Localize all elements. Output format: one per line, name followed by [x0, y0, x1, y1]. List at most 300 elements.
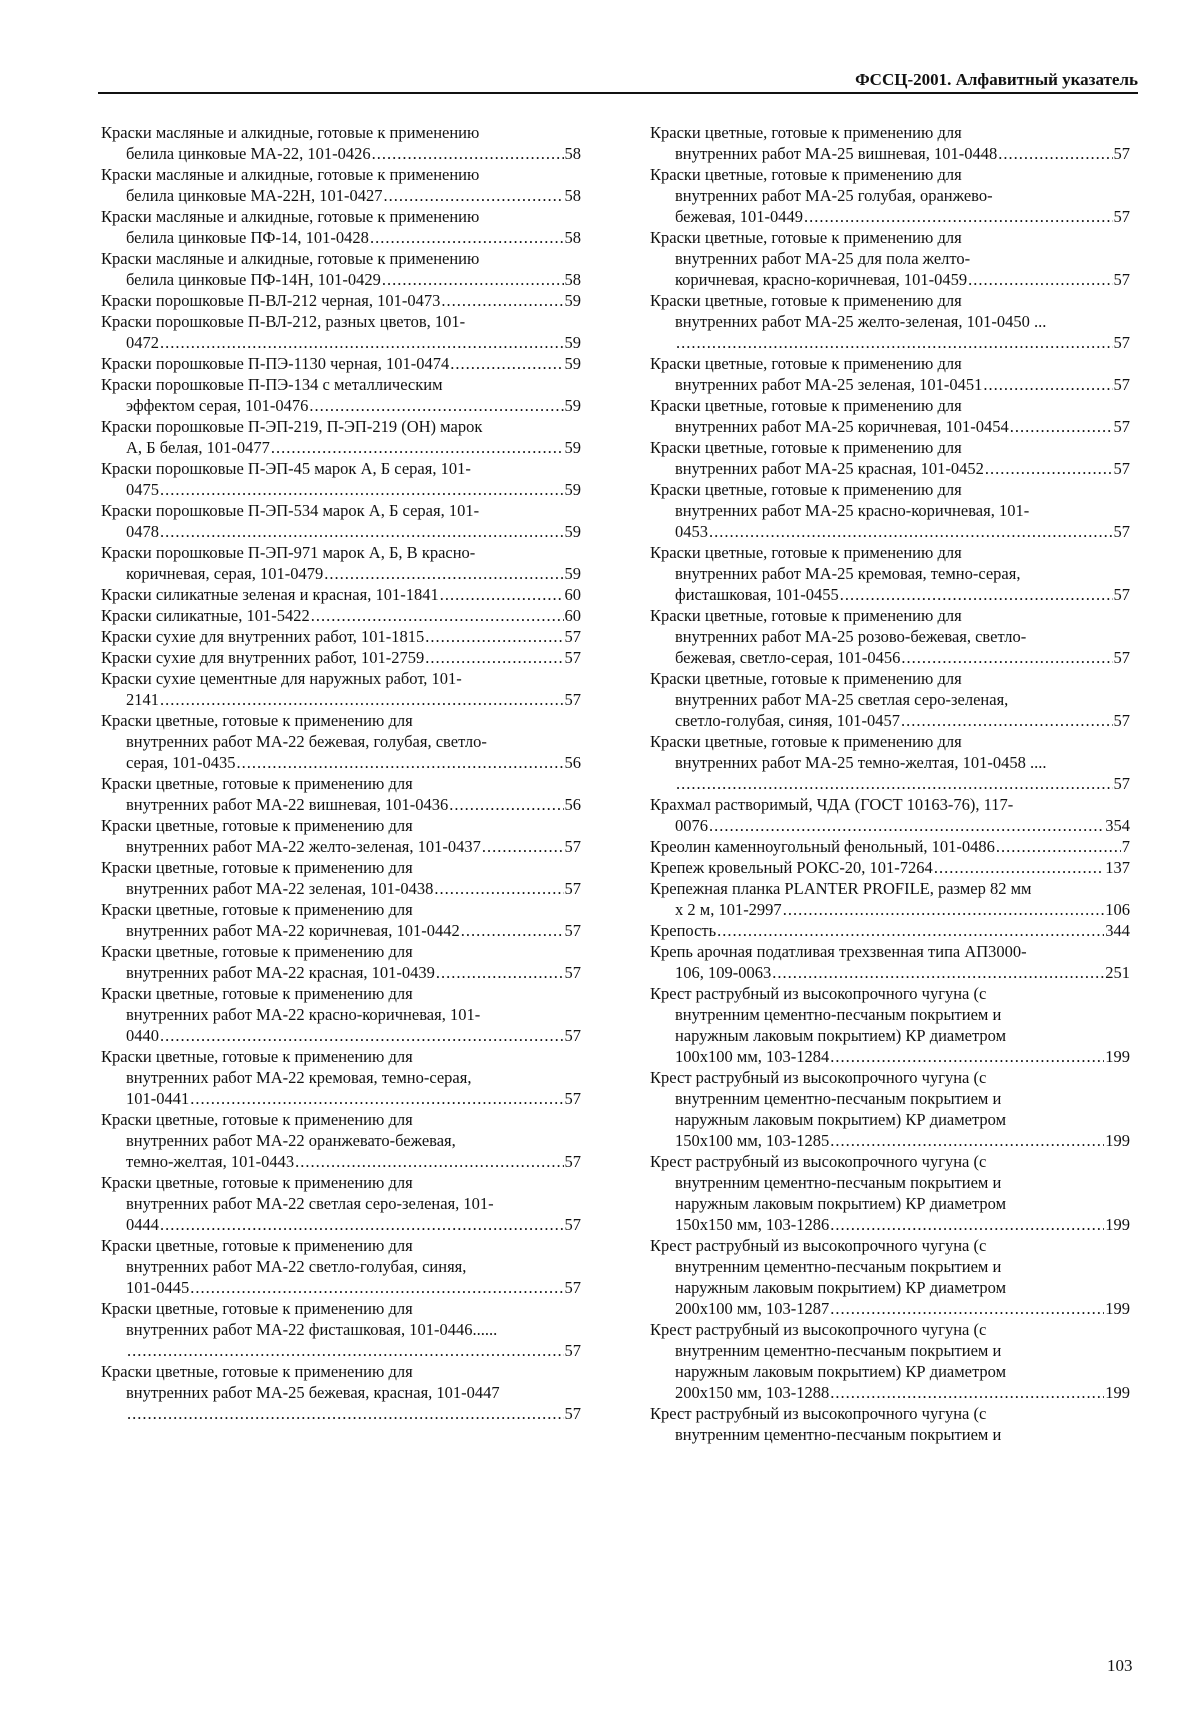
leader-dots — [436, 962, 564, 983]
entry-text: 100х100 мм, 103-1284 — [675, 1047, 830, 1066]
leader-dots — [237, 752, 564, 773]
entry-leader-line — [650, 143, 1130, 164]
entry-page-ref: 199 — [1105, 1131, 1130, 1150]
entry-leader-line — [101, 1403, 581, 1424]
entry-page-ref: 57 — [564, 627, 581, 646]
leader-dots — [830, 1298, 1104, 1319]
leader-dots — [382, 269, 564, 290]
entry-leader-line — [650, 206, 1130, 227]
entry-leader-line — [101, 227, 581, 248]
entry-page-ref: 57 — [1113, 648, 1130, 667]
entry-text: внутренних работ МА-25 розово-бежевая, светло- — [675, 627, 1027, 646]
entry-text: коричневая, серая, 101-0479 — [126, 564, 324, 583]
index-entry — [650, 227, 1130, 290]
entry-page-ref: 57 — [564, 1341, 581, 1360]
index-entry — [650, 1403, 1130, 1445]
entry-leader-line — [650, 1130, 1130, 1151]
entry-text: внутренних работ МА-25 светлая серо-зеленая, — [675, 690, 1009, 709]
entry-page-ref: 58 — [564, 186, 581, 205]
leader-dots — [370, 227, 564, 248]
index-entry — [650, 731, 1130, 794]
entry-page-ref: 58 — [564, 270, 581, 289]
entry-text: Крест раструбный из высокопрочного чугуна (с — [650, 984, 987, 1003]
entry-page-ref: 59 — [564, 480, 581, 499]
index-entry — [650, 479, 1130, 542]
entry-leader-line — [650, 584, 1130, 605]
index-entry — [101, 122, 581, 164]
entry-leader-line — [101, 353, 581, 374]
entry-text: Краски цветные, готовые к применению для — [101, 942, 413, 961]
index-entry — [101, 311, 581, 353]
entry-leader-line — [101, 1151, 581, 1172]
entry-text: внутренних работ МА-22 оранжевато-бежевая, — [126, 1131, 456, 1150]
leader-dots — [295, 1151, 563, 1172]
index-entry — [101, 899, 581, 941]
entry-text: Краски цветные, готовые к применению для — [101, 774, 413, 793]
leader-dots — [709, 521, 1113, 542]
entry-text: Краски цветные, готовые к применению для — [650, 396, 962, 415]
entry-text: Краски порошковые П-ПЭ-134 с металлическим — [101, 375, 443, 394]
entry-page-ref: 199 — [1105, 1299, 1130, 1318]
entry-leader-line — [101, 395, 581, 416]
leader-dots — [324, 563, 563, 584]
entry-leader-line — [650, 836, 1130, 857]
page-number: 103 — [1107, 1656, 1133, 1675]
entry-page-ref: 57 — [1113, 417, 1130, 436]
index-entry — [101, 248, 581, 290]
leader-dots — [676, 332, 1113, 353]
entry-page-ref: 59 — [564, 396, 581, 415]
entry-page-ref: 354 — [1105, 816, 1130, 835]
entry-page-ref: 57 — [564, 1404, 581, 1423]
entry-text: 200х100 мм, 103-1287 — [675, 1299, 830, 1318]
entry-leader-line — [101, 920, 581, 941]
entry-leader-line — [101, 584, 581, 605]
entry-leader-line — [101, 290, 581, 311]
entry-text: Краски цветные, готовые к применению для — [650, 438, 962, 457]
leader-dots — [127, 1340, 564, 1361]
index-entry — [101, 500, 581, 542]
entry-text: внутренних работ МА-22 бежевая, голубая, светло- — [126, 732, 487, 751]
leader-dots — [160, 521, 564, 542]
entry-leader-line — [650, 920, 1130, 941]
leader-dots — [901, 647, 1112, 668]
index-column-left — [101, 122, 581, 1424]
index-entry — [650, 437, 1130, 479]
entry-text: внутренних работ МА-22 зеленая, 101-0438 — [126, 879, 434, 898]
entry-leader-line — [650, 458, 1130, 479]
entry-page-ref: 59 — [564, 354, 581, 373]
entry-text: Краски масляные и алкидные, готовые к применению — [101, 165, 480, 184]
entry-leader-line — [650, 416, 1130, 437]
leader-dots — [190, 1088, 563, 1109]
index-entry — [101, 416, 581, 458]
entry-page-ref: 344 — [1105, 921, 1130, 940]
index-entry — [101, 1235, 581, 1298]
index-entry — [650, 1319, 1130, 1403]
leader-dots — [450, 353, 563, 374]
entry-text: Крепеж кровельный РОКС-20, 101-7264 — [650, 858, 933, 877]
entry-text: Креолин каменноугольный фенольный, 101-0486 — [650, 837, 995, 856]
entry-text: Краски масляные и алкидные, готовые к применению — [101, 123, 480, 142]
entry-leader-line — [101, 626, 581, 647]
entry-leader-line — [650, 1298, 1130, 1319]
entry-text: Краски цветные, готовые к применению для — [650, 165, 962, 184]
leader-dots — [160, 479, 564, 500]
entry-text: Крепость — [650, 921, 717, 940]
entry-text: внутренних работ МА-22 коричневая, 101-0442 — [126, 921, 460, 940]
index-entry — [101, 668, 581, 710]
leader-dots — [783, 899, 1105, 920]
entry-leader-line — [650, 1046, 1130, 1067]
entry-leader-line — [650, 815, 1130, 836]
index-entry — [101, 1046, 581, 1109]
index-entry — [101, 710, 581, 773]
entry-page-ref: 57 — [564, 963, 581, 982]
entry-page-ref: 57 — [1113, 144, 1130, 163]
entry-text: внутренним цементно-песчаным покрытием и — [675, 1005, 1002, 1024]
entry-text: 150х100 мм, 103-1285 — [675, 1131, 830, 1150]
index-entry — [101, 290, 581, 311]
entry-text: внутренних работ МА-25 для пола желто- — [675, 249, 971, 268]
entry-text: 150х150 мм, 103-1286 — [675, 1215, 830, 1234]
entry-text: 0478 — [126, 522, 159, 541]
entry-leader-line — [101, 332, 581, 353]
index-entry — [101, 1172, 581, 1235]
entry-page-ref: 57 — [1113, 375, 1130, 394]
entry-text: Краски порошковые П-ЭП-534 марок А, Б серая, 101- — [101, 501, 480, 520]
entry-page-ref: 57 — [564, 1089, 581, 1108]
entry-leader-line — [101, 1025, 581, 1046]
entry-page-ref: 57 — [564, 837, 581, 856]
index-entry — [101, 941, 581, 983]
entry-text: внутренних работ МА-25 кремовая, темно-серая, — [675, 564, 1021, 583]
entry-leader-line — [101, 185, 581, 206]
entry-text: Краски цветные, готовые к применению для — [101, 1173, 413, 1192]
entry-text: Краски цветные, готовые к применению для — [101, 816, 413, 835]
leader-dots — [440, 584, 564, 605]
entry-text: внутренних работ МА-22 красно-коричневая, 101- — [126, 1005, 481, 1024]
entry-page-ref: 57 — [1113, 207, 1130, 226]
index-entry — [650, 920, 1130, 941]
entry-leader-line — [650, 269, 1130, 290]
entry-text: наружным лаковым покрытием) КР диаметром — [675, 1278, 1007, 1297]
entry-text: Краски цветные, готовые к применению для — [101, 984, 413, 1003]
leader-dots — [425, 626, 563, 647]
leader-dots — [998, 143, 1112, 164]
leader-dots — [190, 1277, 563, 1298]
entry-text: Краски цветные, готовые к применению для — [101, 711, 413, 730]
leader-dots — [482, 836, 564, 857]
entry-text: Крест раструбный из высокопрочного чугуна (с — [650, 1320, 987, 1339]
entry-text: коричневая, красно-коричневая, 101-0459 — [675, 270, 968, 289]
entry-text: Краски цветные, готовые к применению для — [650, 480, 962, 499]
entry-text: Краски цветные, готовые к применению для — [650, 291, 962, 310]
index-entry — [650, 290, 1130, 353]
entry-text: эффектом серая, 101-0476 — [126, 396, 309, 415]
index-entry — [650, 983, 1130, 1067]
entry-leader-line — [650, 647, 1130, 668]
index-entry — [650, 164, 1130, 227]
entry-leader-line — [101, 752, 581, 773]
entry-text: внутренним цементно-песчаным покрытием и — [675, 1425, 1002, 1444]
entry-text: серая, 101-0435 — [126, 753, 236, 772]
leader-dots — [934, 857, 1104, 878]
entry-text: Крест раструбный из высокопрочного чугуна (с — [650, 1068, 987, 1087]
entry-leader-line — [650, 521, 1130, 542]
index-entry — [650, 668, 1130, 731]
entry-text: светло-голубая, синяя, 101-0457 — [675, 711, 900, 730]
entry-text: 0076 — [675, 816, 708, 835]
entry-page-ref: 7 — [1121, 837, 1130, 856]
entry-page-ref: 59 — [564, 333, 581, 352]
entry-text: внутренних работ МА-25 коричневая, 101-0454 — [675, 417, 1009, 436]
leader-dots — [830, 1046, 1104, 1067]
leader-dots — [434, 878, 563, 899]
leader-dots — [311, 605, 564, 626]
entry-text: Краски цветные, готовые к применению для — [101, 1236, 413, 1255]
index-entry — [650, 353, 1130, 395]
entry-text: Краски цветные, готовые к применению для — [101, 900, 413, 919]
entry-page-ref: 59 — [564, 291, 581, 310]
entry-page-ref: 57 — [564, 921, 581, 940]
entry-page-ref: 251 — [1105, 963, 1130, 982]
entry-page-ref: 60 — [564, 606, 581, 625]
leader-dots — [425, 647, 563, 668]
entry-page-ref: 59 — [564, 522, 581, 541]
index-entry — [101, 605, 581, 626]
entry-text: Краски сухие для внутренних работ, 101-1815 — [101, 627, 425, 646]
index-entry — [101, 857, 581, 899]
entry-text: 200х150 мм, 103-1288 — [675, 1383, 830, 1402]
entry-text: внутренних работ МА-25 бежевая, красная, 101-0447 — [126, 1383, 500, 1402]
entry-text: внутренних работ МА-25 зеленая, 101-0451 — [675, 375, 983, 394]
entry-page-ref: 57 — [1113, 774, 1130, 793]
entry-text: внутренних работ МА-22 желто-зеленая, 101-0437 — [126, 837, 481, 856]
entry-text: внутренних работ МА-25 голубая, оранжево- — [675, 186, 993, 205]
entry-text: Крахмал растворимый, ЧДА (ГОСТ 10163-76), 117- — [650, 795, 1014, 814]
entry-leader-line — [650, 857, 1130, 878]
entry-page-ref: 56 — [564, 753, 581, 772]
index-entry — [650, 1235, 1130, 1319]
entry-text: темно-желтая, 101-0443 — [126, 1152, 295, 1171]
leader-dots — [772, 962, 1104, 983]
leader-dots — [309, 395, 563, 416]
leader-dots — [461, 920, 564, 941]
entry-text: Краски порошковые П-ЭП-219, П-ЭП-219 (ОН) марок — [101, 417, 483, 436]
leader-dots — [901, 710, 1113, 731]
entry-text: 106, 109-0063 — [675, 963, 772, 982]
entry-page-ref: 57 — [1113, 333, 1130, 352]
page-header — [0, 0, 1182, 96]
entry-leader-line — [101, 605, 581, 626]
entry-page-ref: 59 — [564, 564, 581, 583]
entry-leader-line — [101, 878, 581, 899]
index-entry — [101, 374, 581, 416]
entry-text: внутренних работ МА-22 вишневая, 101-0436 — [126, 795, 449, 814]
entry-text: Краски цветные, готовые к применению для — [650, 123, 962, 142]
entry-text: внутренних работ МА-25 темно-желтая, 101-0458 .... — [675, 753, 1047, 772]
entry-text: фисташковая, 101-0455 — [675, 585, 839, 604]
entry-page-ref: 199 — [1105, 1047, 1130, 1066]
entry-text: бежевая, 101-0449 — [675, 207, 803, 226]
leader-dots — [804, 206, 1113, 227]
index-entry — [101, 458, 581, 500]
entry-leader-line — [101, 143, 581, 164]
entry-text: наружным лаковым покрытием) КР диаметром — [675, 1026, 1007, 1045]
leader-dots — [840, 584, 1113, 605]
entry-leader-line — [101, 689, 581, 710]
entry-text: Краски цветные, готовые к применению для — [650, 606, 962, 625]
index-entry — [101, 1361, 581, 1424]
entry-leader-line — [101, 1277, 581, 1298]
entry-text: внутренних работ МА-22 кремовая, темно-серая, — [126, 1068, 472, 1087]
entry-text: внутренним цементно-песчаным покрытием и — [675, 1173, 1002, 1192]
entry-page-ref: 199 — [1105, 1215, 1130, 1234]
entry-text: Крепь арочная податливая трехзвенная типа АП3000- — [650, 942, 1027, 961]
entry-leader-line — [101, 563, 581, 584]
entry-page-ref: 56 — [564, 795, 581, 814]
entry-leader-line — [650, 1382, 1130, 1403]
leader-dots — [983, 374, 1112, 395]
entry-text: 0472 — [126, 333, 159, 352]
index-entry — [101, 164, 581, 206]
leader-dots — [160, 1214, 564, 1235]
index-entry — [650, 794, 1130, 836]
entry-page-ref: 57 — [1113, 585, 1130, 604]
leader-dots — [717, 920, 1104, 941]
leader-dots — [830, 1214, 1104, 1235]
entry-page-ref: 58 — [564, 228, 581, 247]
entry-page-ref: 57 — [564, 648, 581, 667]
entry-leader-line — [101, 647, 581, 668]
entry-text: Краски порошковые П-ВЛ-212, разных цветов, 101- — [101, 312, 466, 331]
leader-dots — [830, 1130, 1104, 1151]
entry-page-ref: 57 — [1113, 459, 1130, 478]
index-entry — [101, 815, 581, 857]
index-entry — [650, 395, 1130, 437]
entry-text: х 2 м, 101-2997 — [675, 900, 782, 919]
leader-dots — [160, 1025, 564, 1046]
entry-page-ref: 57 — [564, 1152, 581, 1171]
entry-text: белила цинковые ПФ-14Н, 101-0429 — [126, 270, 381, 289]
entry-text: Крест раструбный из высокопрочного чугуна (с — [650, 1404, 987, 1423]
entry-text: Краски сухие цементные для наружных работ, 101- — [101, 669, 462, 688]
leader-dots — [372, 143, 564, 164]
entry-text: Краски цветные, готовые к применению для — [101, 1110, 413, 1129]
entry-text: Крепежная планка PLANTER PROFILE, размер 82 мм — [650, 879, 1032, 898]
leader-dots — [830, 1382, 1104, 1403]
leader-dots — [676, 773, 1113, 794]
leader-dots — [271, 437, 564, 458]
entry-page-ref: 106 — [1105, 900, 1130, 919]
entry-leader-line — [101, 521, 581, 542]
entry-page-ref: 60 — [564, 585, 581, 604]
entry-text: внутренних работ МА-22 светлая серо-зеленая, 101- — [126, 1194, 494, 1213]
entry-text: А, Б белая, 101-0477 — [126, 438, 270, 457]
entry-page-ref: 57 — [564, 690, 581, 709]
index-entry — [101, 584, 581, 605]
index-entry — [101, 773, 581, 815]
entry-text: Краски силикатные, 101-5422 — [101, 606, 310, 625]
entry-text: наружным лаковым покрытием) КР диаметром — [675, 1110, 1007, 1129]
leader-dots — [383, 185, 563, 206]
entry-text: Краски сухие для внутренних работ, 101-2759 — [101, 648, 425, 667]
index-entry — [650, 122, 1130, 164]
index-entry — [101, 983, 581, 1046]
index-entry — [101, 647, 581, 668]
entry-text: Крест раструбный из высокопрочного чугуна (с — [650, 1152, 987, 1171]
leader-dots — [160, 689, 564, 710]
leader-dots — [1010, 416, 1113, 437]
entry-text: внутренним цементно-песчаным покрытием и — [675, 1257, 1002, 1276]
entry-text: наружным лаковым покрытием) КР диаметром — [675, 1194, 1007, 1213]
entry-text: Краски порошковые П-ЭП-45 марок А, Б серая, 101- — [101, 459, 471, 478]
entry-text: 101-0441 — [126, 1089, 190, 1108]
entry-leader-line — [101, 962, 581, 983]
entry-leader-line — [650, 899, 1130, 920]
index-entry — [650, 542, 1130, 605]
entry-leader-line — [650, 773, 1130, 794]
entry-text: наружным лаковым покрытием) КР диаметром — [675, 1362, 1007, 1381]
leader-dots — [127, 1403, 564, 1424]
entry-leader-line — [101, 1340, 581, 1361]
entry-text: Крест раструбный из высокопрочного чугуна (с — [650, 1236, 987, 1255]
entry-text: Краски цветные, готовые к применению для — [650, 669, 962, 688]
index-entry — [650, 1151, 1130, 1235]
entry-leader-line — [101, 1088, 581, 1109]
entry-text: Краски цветные, готовые к применению для — [101, 858, 413, 877]
entry-text: внутренних работ МА-25 красно-коричневая, 101- — [675, 501, 1030, 520]
entry-text: белила цинковые ПФ-14, 101-0428 — [126, 228, 369, 247]
index-entry — [101, 206, 581, 248]
entry-text: Краски порошковые П-ЭП-971 марок А, Б, В красно- — [101, 543, 476, 562]
entry-text: 0453 — [675, 522, 708, 541]
entry-text: 0475 — [126, 480, 159, 499]
entry-text: Краски порошковые П-ВЛ-212 черная, 101-0473 — [101, 291, 441, 310]
entry-page-ref: 199 — [1105, 1383, 1130, 1402]
header-rule — [98, 92, 1138, 94]
index-entry — [650, 857, 1130, 878]
index-entry — [650, 941, 1130, 983]
entry-page-ref: 59 — [564, 438, 581, 457]
index-entry — [101, 353, 581, 374]
entry-leader-line — [101, 269, 581, 290]
index-entry — [101, 1298, 581, 1361]
index-entry — [650, 836, 1130, 857]
entry-text: Краски силикатные зеленая и красная, 101-1841 — [101, 585, 439, 604]
leader-dots — [441, 290, 563, 311]
entry-page-ref: 57 — [1113, 522, 1130, 541]
entry-text: внутренних работ МА-22 красная, 101-0439 — [126, 963, 435, 982]
entry-text: белила цинковые МА-22, 101-0426 — [126, 144, 371, 163]
entry-text: Краски масляные и алкидные, готовые к применению — [101, 207, 480, 226]
entry-page-ref: 57 — [564, 1026, 581, 1045]
entry-text: внутренних работ МА-22 фисташковая, 101-0446...... — [126, 1320, 498, 1339]
leader-dots — [985, 458, 1113, 479]
entry-leader-line — [101, 836, 581, 857]
index-entry — [101, 626, 581, 647]
entry-text: 0444 — [126, 1215, 159, 1234]
index-entry — [650, 605, 1130, 668]
entry-text: Краски цветные, готовые к применению для — [650, 354, 962, 373]
entry-text: 101-0445 — [126, 1278, 190, 1297]
entry-leader-line — [650, 332, 1130, 353]
entry-page-ref: 57 — [1113, 270, 1130, 289]
entry-text: бежевая, светло-серая, 101-0456 — [675, 648, 901, 667]
entry-page-ref: 58 — [564, 144, 581, 163]
leader-dots — [968, 269, 1112, 290]
